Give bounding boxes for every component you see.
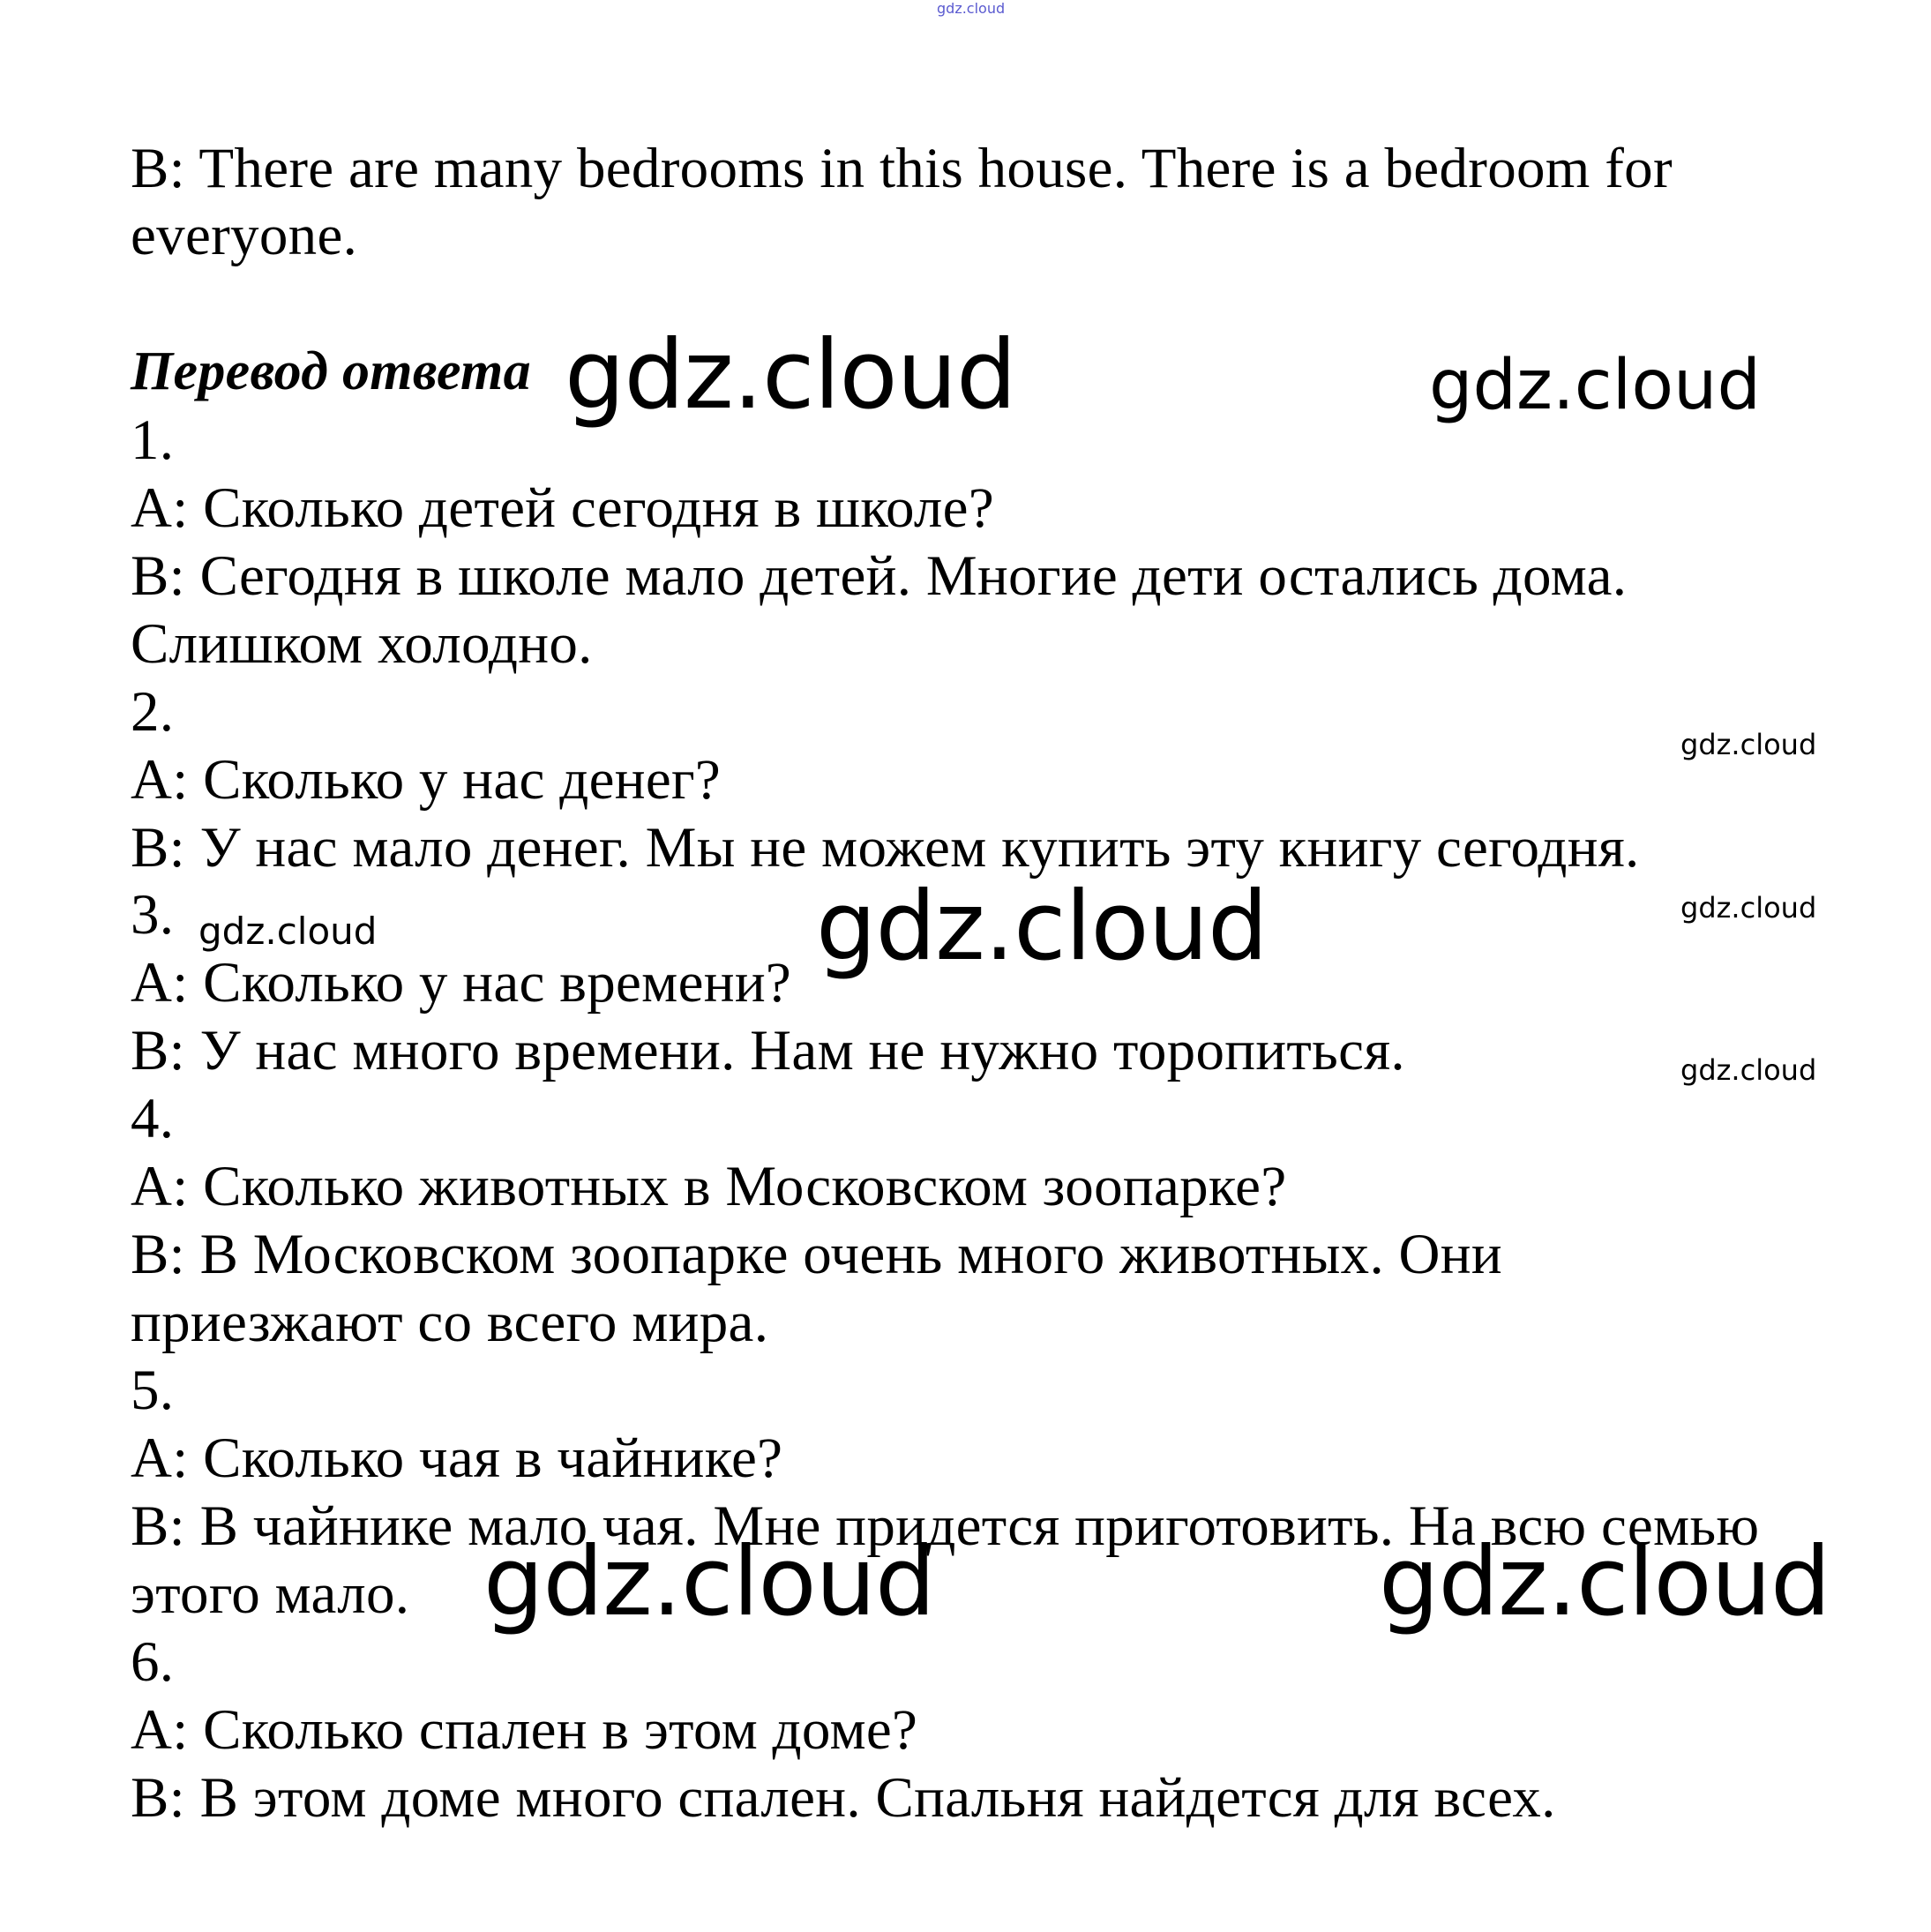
watermark: gdz.cloud	[1429, 346, 1761, 425]
watermark: gdz.cloud	[816, 872, 1268, 982]
answer-line: B: В Московском зоопарке очень много животных. Они	[131, 1223, 1502, 1286]
question-line: A: Сколько чая в чайнике?	[131, 1427, 783, 1490]
question-line: A: Сколько спален в этом доме?	[131, 1698, 918, 1762]
watermark: gdz.cloud	[1680, 1053, 1817, 1087]
item-number: 5.	[131, 1359, 175, 1422]
answer-line: B: У нас мало денег. Мы не можем купить эту книгу сегодня.	[131, 816, 1640, 880]
watermark: gdz.cloud	[1680, 891, 1817, 925]
question-line: A: Сколько у нас денег?	[131, 748, 722, 812]
watermark: gdz.cloud	[198, 910, 378, 953]
item-number: 2.	[131, 680, 175, 744]
question-line: A: Сколько у нас времени?	[131, 951, 792, 1015]
watermark: gdz.cloud	[565, 320, 1016, 431]
answer-line: B: У нас много времени. Нам не нужно торопиться.	[131, 1019, 1405, 1082]
answer-line: everyone.	[131, 204, 358, 267]
item-number: 3.	[131, 883, 175, 947]
answer-line: B: Сегодня в школе мало детей. Многие дети остались дома.	[131, 544, 1628, 608]
top-watermark: gdz.cloud	[937, 0, 1006, 17]
question-line: A: Сколько животных в Московском зоопарке?	[131, 1155, 1287, 1218]
answer-line: Слишком холодно.	[131, 612, 593, 676]
translation-heading: Перевод ответа	[131, 341, 531, 401]
watermark: gdz.cloud	[1680, 728, 1817, 761]
answer-line: приезжают со всего мира.	[131, 1291, 769, 1354]
answer-line: B: В чайнике мало чая. Мне придется приготовить. На всю семью	[131, 1494, 1760, 1558]
item-number: 1.	[131, 408, 175, 472]
item-number: 6.	[131, 1630, 175, 1694]
answer-line: B: There are many bedrooms in this house. There is a bedroom for	[131, 137, 1673, 200]
answer-line: этого мало.	[131, 1562, 410, 1626]
answer-line: B: В этом доме много спален. Спальня найдется для всех.	[131, 1766, 1556, 1830]
watermark: gdz.cloud	[483, 1527, 935, 1637]
question-line: A: Сколько детей сегодня в школе?	[131, 476, 994, 540]
item-number: 4.	[131, 1087, 175, 1150]
watermark: gdz.cloud	[1379, 1527, 1830, 1637]
